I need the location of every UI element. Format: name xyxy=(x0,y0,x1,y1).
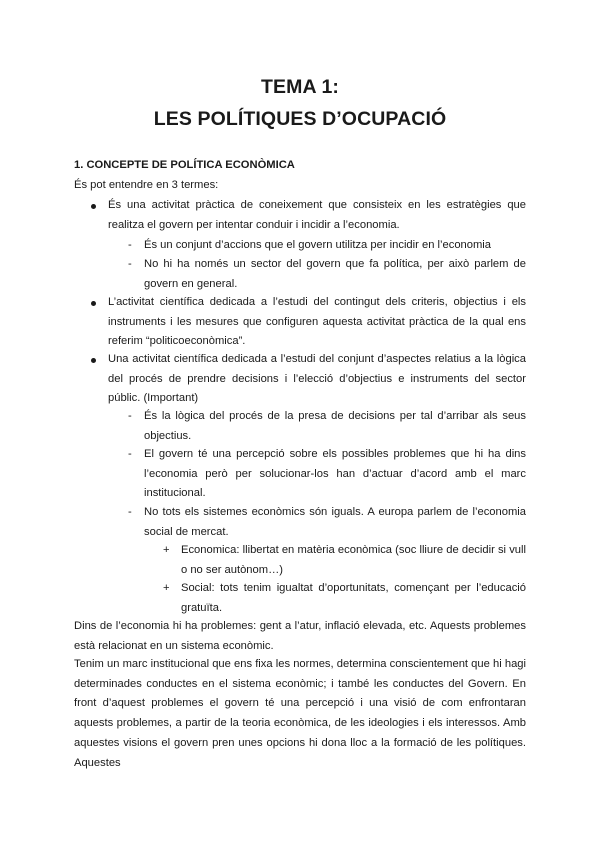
dash-marker: - xyxy=(128,239,132,251)
dash-marker: - xyxy=(128,258,132,270)
sub-item-1-2: No hi ha només un sector del govern que fa política, per això parlem de govern en general. xyxy=(144,258,526,290)
dash-marker: - xyxy=(128,448,132,460)
sub-sub-item-1: Economica: llibertat en matèria econòmica (soc lliure de decidir si vull o no ser autònom…) xyxy=(181,544,526,576)
title-line-1: TEMA 1: xyxy=(261,76,339,98)
dash-marker: - xyxy=(128,410,132,422)
sub-item-3-3: No tots els sistemes econòmics són iguals. A europa parlem de l’economia social de mercat. xyxy=(144,506,526,538)
plus-marker: + xyxy=(163,544,170,556)
sub-item-3-2: El govern té una percepció sobre els possibles problemes que hi ha dins l’economia però per solucionar-los han d’actuar d’acord amb el marc institucional. xyxy=(144,448,526,500)
section-heading: 1. CONCEPTE DE POLÍTICA ECONÒMICA xyxy=(74,159,295,171)
bullet-item-1: És una activitat pràctica de coneixement que consisteix en les estratègies que realitza el govern per intentar conduir i incidir a l’economia. xyxy=(108,199,526,231)
plus-marker: + xyxy=(163,582,170,594)
bullet-item-2: L’activitat científica dedicada a l’estudi del contingut dels criteris, objectius i els instruments i les mesures que configuren aquesta activitat pràctica de la qual ens referim “politicoeconòmica”. xyxy=(108,296,526,348)
sub-sub-item-2: Social: tots tenim igualtat d’oportunitats, començant per l’educació gratuïta. xyxy=(181,582,526,614)
paragraph-2: Tenim un marc institucional que ens fixa les normes, determina conscientement que hi hagi determinades conductes en el sistema econòmic; i també les conductes del Govern. En front d’aquest problemes el govern té una percepció i una visió de com enfrontaran aquests problemes, a partir de la teoria econòmica, de les ideologies i els interessos. Amb aquestes visions el govern pren unes opcions hi dona lloc a la formació de les polítiques. Aquestes xyxy=(74,658,526,769)
sub-item-1-1: És un conjunt d’accions que el govern utilitza per incidir en l’economia xyxy=(144,239,492,251)
bullet-item-3: Una activitat científica dedicada a l’estudi del conjunt d’aspectes relatius a la lògica del procés de prendre decisions i l’elecció d’objectius e instruments del sector públic. (Important) xyxy=(108,353,526,405)
bullet-dot-icon xyxy=(91,204,96,209)
paragraph-1: Dins de l’economia hi ha problemes: gent a l’atur, inflació elevada, etc. Aquests problemes està relacionat en un sistema econòmic. xyxy=(74,620,526,652)
title-line-2: LES POLÍTIQUES D’OCUPACIÓ xyxy=(153,108,447,130)
dash-marker: - xyxy=(128,506,132,518)
section-intro: És pot entendre en 3 termes: xyxy=(74,179,219,191)
bullet-dot-icon xyxy=(91,358,96,363)
sub-item-3-1: És la lògica del procés de la presa de decisions per tal d’arribar als seus objectius. xyxy=(144,410,526,442)
bullet-dot-icon xyxy=(91,301,96,306)
